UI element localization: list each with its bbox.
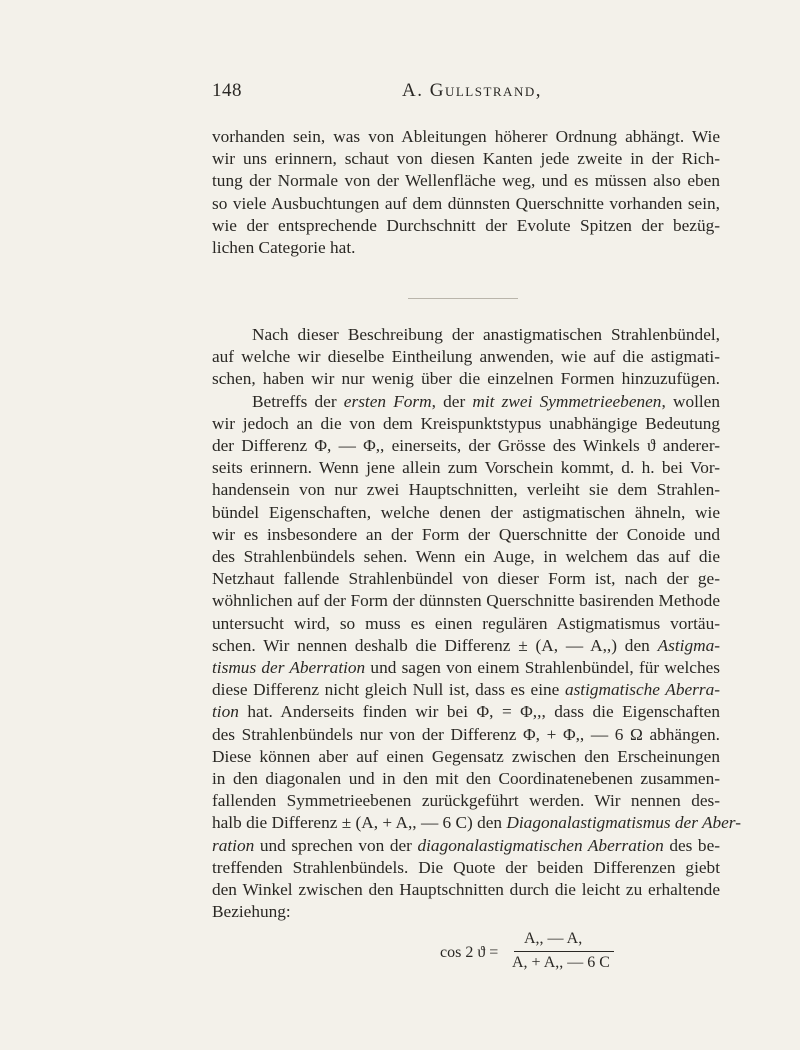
cos-formula: [440, 930, 660, 986]
fraction-bar: [514, 951, 614, 952]
emphasis: Astigma-: [657, 635, 720, 655]
text-line: wir es insbesondere an der Form der Querschnitte der Conoide und: [212, 524, 720, 544]
text-line: Beziehung:: [212, 902, 291, 922]
emphasis: tismus der Aberration: [212, 658, 366, 678]
text-line: handensein von nur zwei Hauptschnitten, verleiht sie dem Strahlen-: [212, 480, 720, 500]
text-line: Nach dieser Beschreibung der anastigmatischen Strahlenbündel,: [252, 325, 720, 344]
text-line: Diese können aber auf einen Gegensatz zwischen den Erscheinungen: [212, 746, 720, 766]
emphasis: mit zwei Symmetrieebenen: [472, 391, 662, 411]
paragraph-anastigmatic: [212, 324, 741, 923]
formula-lhs: cos 2 ϑ =: [440, 944, 499, 961]
text-line: wir uns erinnern, schaut von diesen Kanten jede zweite in der Rich-: [212, 149, 720, 169]
text-line: tung der Normale von der Wellenfläche weg, und es müssen also eben: [212, 171, 720, 191]
text-line: wöhnlichen auf der Form der dünnsten Querschnitte basirenden Methode: [212, 591, 720, 611]
text-line: Betreffs der ersten Form, der mit zwei Symmetrieebenen, wollen: [252, 391, 720, 411]
text-line: der Differenz Φ, — Φ,, einerseits, der Grösse des Winkels ϑ anderer-: [212, 436, 720, 456]
emphasis: tion: [212, 702, 239, 722]
text-line: den Winkel zwischen den Hauptschnitten durch die leicht zu erhaltende: [212, 880, 720, 900]
text-line: ration und sprechen von der diagonalastigmatischen Aberration des be-: [212, 835, 720, 855]
emphasis: Diagonalastigmatismus der Aber-: [506, 813, 741, 833]
text-line: bündel Eigenschaften, welche denen der astigmatischen ähneln, wie: [212, 502, 720, 522]
text-line: schen. Wir nennen deshalb die Differenz ± (A, — A,,) den Astigma-: [212, 635, 720, 655]
section-divider: [408, 298, 518, 299]
text-line: treffenden Strahlenbündels. Die Quote der beiden Differenzen giebt: [212, 857, 720, 877]
text-line: seits erinnern. Wenn jene allein zum Vorschein kommt, d. h. bei Vor-: [212, 458, 720, 478]
text-line: so viele Ausbuchtungen auf dem dünnsten Querschnitte vorhanden sein,: [212, 193, 720, 213]
text-line: des Strahlenbündels nur von der Differenz Φ, + Φ,, — 6 Ω abhängen.: [212, 724, 720, 744]
page-number: 148: [212, 80, 242, 101]
text-line: tismus der Aberration und sagen von einem Strahlenbündel, für welches: [212, 658, 720, 678]
text-line: halb die Differenz ± (A, + A,, — 6 C) den Diagonalastigmatismus der Aber-: [212, 813, 741, 833]
running-title: A. Gullstrand,: [402, 80, 542, 101]
text-line: untersucht wird, so muss es einen regulären Astigmatismus vortäu-: [212, 613, 720, 633]
text-line: lichen Categorie hat.: [212, 238, 356, 258]
emphasis: diagonalastigmatischen Aberration: [417, 835, 664, 855]
emphasis: astigmatische Aberra-: [564, 680, 720, 700]
text-line: wie der entsprechende Durchschnitt der Evolute Spitzen der bezüg-: [212, 215, 720, 235]
text-line: des Strahlenbündels sehen. Wenn ein Auge, in welchem das auf die: [212, 547, 720, 567]
text-line: vorhanden sein, was von Ableitungen höherer Ordnung abhängt. Wie: [212, 127, 720, 146]
text-line: fallenden Symmetrieebenen zurückgeführt werden. Wir nennen des-: [212, 791, 720, 811]
text-line: diese Differenz nicht gleich Null ist, dass es eine astigmatische Aberra-: [212, 680, 720, 700]
emphasis: ersten Form: [343, 391, 432, 411]
text-line: schen, haben wir nur wenig über die einzelnen Formen hinzuzufügen.: [212, 369, 720, 389]
formula-numerator: A,, — A,: [524, 930, 583, 947]
text-line: in den diagonalen und in den mit den Coordinatenebenen zusammen-: [212, 769, 720, 789]
text-line: auf welche wir dieselbe Eintheilung anwenden, wie auf die astigmati-: [212, 347, 720, 367]
text-line: wir jedoch an die von dem Kreispunktstypus unabhängige Bedeutung: [212, 413, 720, 433]
paragraph-continuation: [212, 126, 720, 259]
text-line: tion hat. Anderseits finden wir bei Φ, = Φ,,, dass die Eigenschaften: [212, 702, 720, 722]
formula-denominator: A, + A,, — 6 C: [512, 954, 610, 971]
text-line: Netzhaut fallende Strahlenbündel von dieser Form ist, nach der ge-: [212, 569, 720, 589]
emphasis: ration: [212, 835, 255, 855]
